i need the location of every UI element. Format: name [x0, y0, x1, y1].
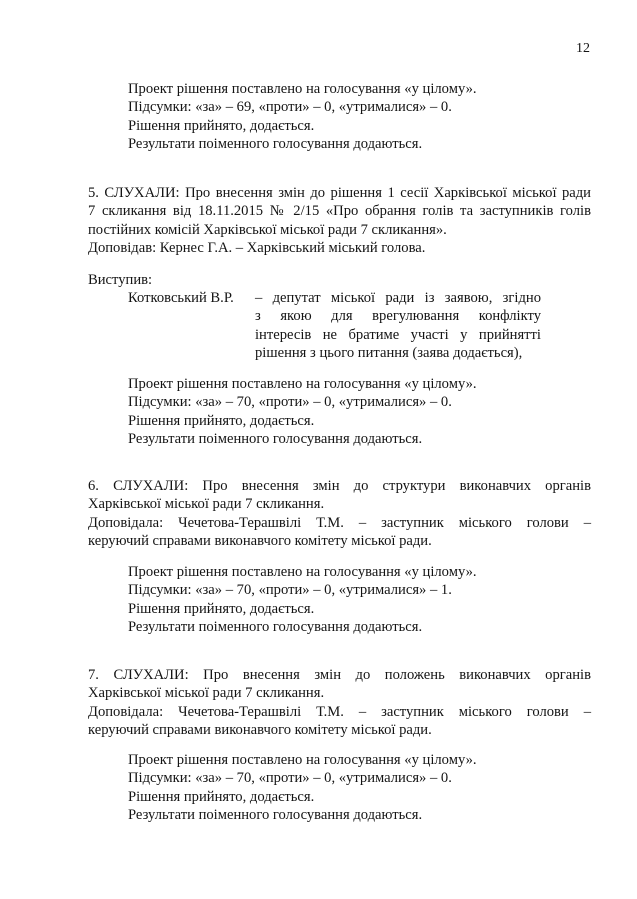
vote-results-item-5: [128, 375, 591, 448]
reporter-line: Доповідала: Чечетова-Терашвілі Т.М. – заступник міського голови –: [88, 514, 591, 531]
speaker-line: з якою для врегулювання конфлікту: [255, 308, 541, 325]
item-heading-line: 7 скликання від 18.11.2015 № 2/15 «Про обрання голів та заступників голів: [88, 203, 591, 220]
vote-line: Проект рішення поставлено на голосування «у цілому».: [128, 564, 477, 580]
speaker-name: Котковський В.Р.: [128, 290, 234, 306]
vote-results-item-7: [128, 751, 591, 824]
reporter-line: керуючий справами виконавчого комітету міської ради.: [88, 721, 432, 738]
item-heading-line: 6. СЛУХАЛИ: Про внесення змін до структури виконавчих органів: [88, 478, 591, 494]
vote-line: Підсумки: «за» – 70, «проти» – 0, «утрималися» – 0.: [128, 770, 452, 787]
vote-line: Рішення прийнято, додається.: [128, 788, 315, 805]
agenda-item-7: [88, 666, 591, 739]
vote-line: Результати поіменного голосування додаються.: [128, 618, 423, 635]
agenda-item-6: [88, 477, 591, 550]
vote-line: Рішення прийнято, додається.: [128, 117, 315, 134]
speaker-statement: [255, 289, 541, 362]
vote-line: Підсумки: «за» – 70, «проти» – 0, «утрималися» – 1.: [128, 582, 452, 599]
item-heading-line: постійних комісій Харківської міської ради 7 скликання».: [88, 221, 447, 238]
item-heading-line: 7. СЛУХАЛИ: Про внесення змін до положень виконавчих органів: [88, 667, 591, 683]
reporter-line: керуючий справами виконавчого комітету міської ради.: [88, 532, 432, 549]
vote-line: Проект рішення поставлено на голосування «у цілому».: [128, 376, 477, 392]
page-number: 12: [576, 41, 590, 56]
vote-line: Результати поіменного голосування додаються.: [128, 806, 423, 823]
speaker-line: – депутат міської ради із заявою, згідно: [255, 290, 541, 306]
vote-line: Підсумки: «за» – 70, «проти» – 0, «утрималися» – 0.: [128, 394, 452, 411]
vote-line: Підсумки: «за» – 69, «проти» – 0, «утрималися» – 0.: [128, 99, 452, 116]
reporter-line: Доповідала: Чечетова-Терашвілі Т.М. – заступник міського голови –: [88, 703, 591, 720]
vote-results-item-6: [128, 563, 591, 636]
speaker-line: інтересів не братиме участі у прийнятті: [255, 326, 541, 343]
vote-line: Результати поіменного голосування додаються.: [128, 135, 423, 152]
vote-line: Проект рішення поставлено на голосування «у цілому».: [128, 81, 477, 97]
vote-line: Рішення прийнято, додається.: [128, 412, 315, 429]
vote-line: Рішення прийнято, додається.: [128, 600, 315, 617]
vote-line: Результати поіменного голосування додаються.: [128, 430, 423, 447]
item-heading-line: 5. СЛУХАЛИ: Про внесення змін до рішення 1 сесії Харківської міської ради: [88, 185, 591, 201]
speaker-line: рішення з цього питання (заява додається),: [255, 344, 523, 361]
vote-line: Проект рішення поставлено на голосування «у цілому».: [128, 752, 477, 768]
speakers-label: Виступив:: [88, 272, 153, 288]
item-heading-line: Харківської міської ради 7 скликання.: [88, 685, 325, 702]
vote-results-block-0: [128, 80, 591, 153]
agenda-item-5: [88, 184, 591, 257]
reporter: Доповідав: Кернес Г.А. – Харківський міський голова.: [88, 239, 426, 256]
item-heading-line: Харківської міської ради 7 скликання.: [88, 496, 325, 513]
